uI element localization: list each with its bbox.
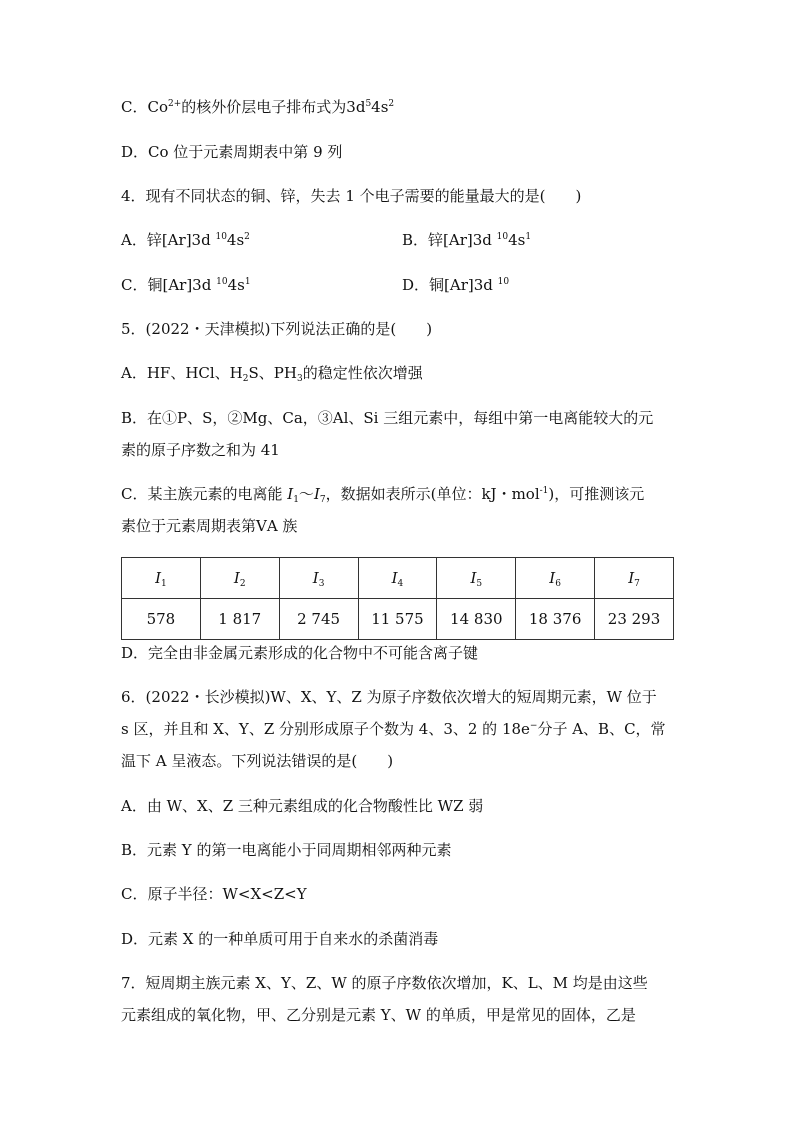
table-header-cell: $I_5$: [437, 558, 516, 599]
q5-option-b-line1: B．在①P、S，②Mg、Ca，③Al、Si 三组元素中，每组中第一电离能较大的元: [121, 409, 654, 427]
q4-option-d: D．铜[Ar]3d $^{10}$: [402, 276, 510, 294]
question-6-line1: 6．(2022・长沙模拟)W、X、Y、Z 为原子序数依次增大的短周期元素，W 位于: [121, 688, 657, 706]
table-value-cell: 18 376: [516, 599, 595, 640]
q5-option-b-line2: 素的原子序数之和为 41: [121, 441, 280, 459]
table-header-cell: $I_2$: [200, 558, 279, 599]
table-header-cell: $I_7$: [595, 558, 674, 599]
table-header-cell: $I_3$: [279, 558, 358, 599]
q4-option-c: C．铜[Ar]3d $^{10}4s^1$: [121, 276, 251, 294]
table-value-cell: 14 830: [437, 599, 516, 640]
q6-option-a: A．由 W、X、Z 三种元素组成的化合物酸性比 WZ 弱: [121, 797, 484, 815]
ionization-energy-table: [121, 557, 674, 640]
q3-option-d: D．Co 位于元素周期表中第 9 列: [121, 143, 343, 161]
q5-option-c-line2: 素位于元素周期表第ⅤA 族: [121, 517, 298, 535]
table-value-cell: 1 817: [200, 599, 279, 640]
table-value-cell: 2 745: [279, 599, 358, 640]
q4-option-b: B．锌[Ar]3d $^{10}4s^1$: [402, 231, 532, 249]
question-5: 5．(2022・天津模拟)下列说法正确的是( ): [121, 320, 433, 338]
table-header-cell: $I_1$: [122, 558, 201, 599]
q3-option-c: C．$Co^{2+}$的核外价层电子排布式为$3d^54s^2$: [121, 98, 395, 116]
question-7-line2: 元素组成的氧化物，甲、乙分别是元素 Y、W 的单质，甲是常见的固体，乙是: [121, 1006, 636, 1024]
q6-option-b: B．元素 Y 的第一电离能小于同周期相邻两种元素: [121, 841, 452, 859]
table-header-row: [122, 558, 674, 599]
question-7-line1: 7．短周期主族元素 X、Y、Z、W 的原子序数依次增加，K、L、M 均是由这些: [121, 974, 648, 992]
q5-option-c-line1: C．某主族元素的电离能 $I_1\sim I_7$，数据如表所示(单位：kJ・mol$^{-1}$)，可推测该元: [121, 485, 645, 505]
table-value-cell: 578: [122, 599, 201, 640]
table-header-cell: $I_4$: [358, 558, 437, 599]
q4-option-a: A．锌[Ar]3d $^{10}4s^2$: [121, 231, 250, 249]
question-6-line3: 温下 A 呈液态。下列说法错误的是( ): [121, 752, 394, 770]
table-header-cell: $I_6$: [516, 558, 595, 599]
q6-option-c: C．原子半径：W<X<Z<Y: [121, 885, 307, 903]
q6-option-d: D．元素 X 的一种单质可用于自来水的杀菌消毒: [121, 930, 439, 948]
table-value-cell: 23 293: [595, 599, 674, 640]
q5-option-a: A．HF、HCl、$H_2S$、$PH_3$的稳定性依次增强: [121, 364, 423, 384]
question-4: 4．现有不同状态的铜、锌，失去 1 个电子需要的能量最大的是( ): [121, 187, 582, 205]
table-value-row: [122, 599, 674, 640]
table-value-cell: 11 575: [358, 599, 437, 640]
question-6-line2: s 区，并且和 X、Y、Z 分别形成原子个数为 4、3、2 的 18e−分子 A、B、C，常: [121, 720, 666, 738]
q5-option-d: D．完全由非金属元素形成的化合物中不可能含离子键: [121, 644, 479, 662]
